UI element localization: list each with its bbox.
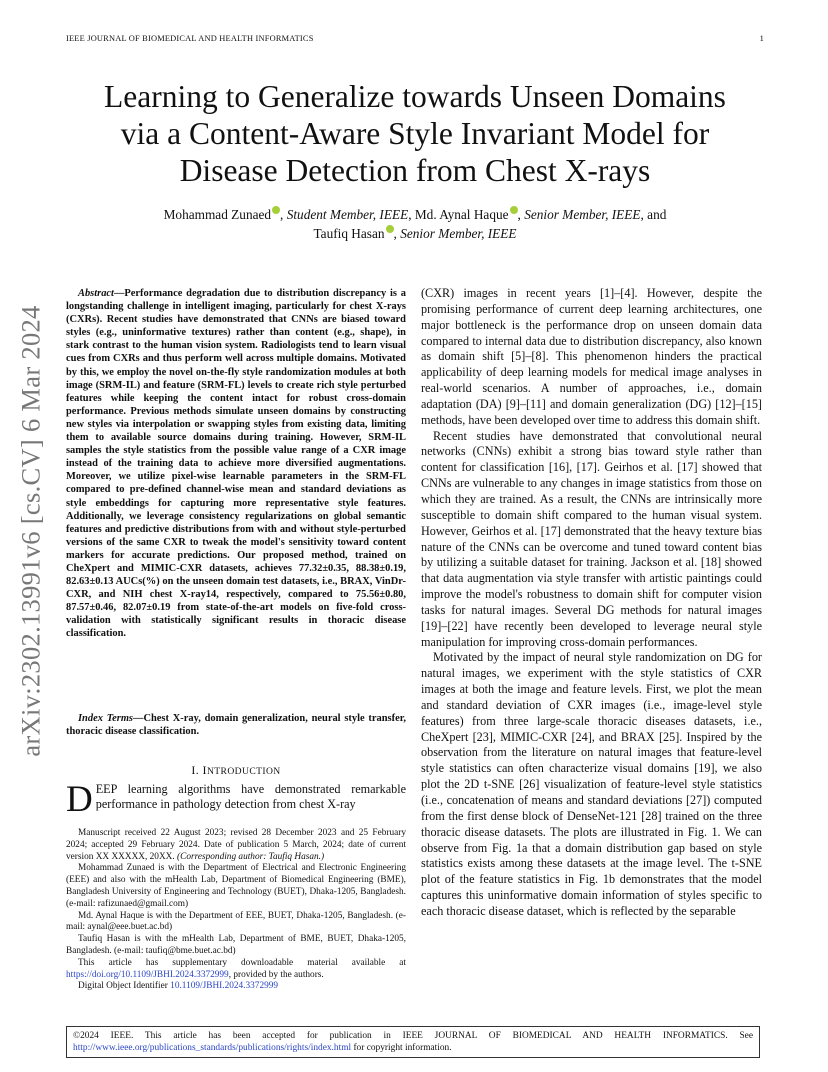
author-separator: ,	[517, 207, 525, 222]
author-role: Senior Member, IEEE	[400, 226, 517, 241]
running-header	[66, 34, 764, 48]
body-paragraph: Recent studies have demonstrated that convolutional neural networks (CNNs) exhibit a strong bias toward style rather than content for classification [16], [17]. Geirhos et al. [17] showed that CNNs are vulnerable to any changes in image statistics from those on which they are trained. As a result, the CNNs are intrinsically more susceptible to domain shift compared to the human visual system. However, Geirhos et al. [17] demonstrated that the heavy texture bias nature of the CNNs can be overcome and tuned toward content bias by utilizing a suitable dataset for training. Jackson et al. [18] showed that data augmentation via style transfer with artistic paintings could improve the model's robustness to domain shift for computer vision tasks for natural images. Several DG methods for natural images [19]–[22] have recently been developed to leverage neural style manipulation for improving cross-domain performances.	[421, 428, 762, 649]
author-separator: , and	[640, 207, 667, 222]
abstract-text: —Performance degradation due to distribution discrepancy is a longstanding challenge in intelligent imaging, particularly for chest X-rays (CXRs). Recent studies have demonstrated that CNNs are biased toward styles (e.g., uninformative textures) rather than content (e.g., shape), in stark contrast to the human vision system. Radiologists tend to learn visual cues from CXRs and thus perform well across multiple domains. Motivated by this, we employ the novel on-the-fly style randomization modules at both image (SRM-IL) and feature (SRM-FL) levels to create rich style perturbed features while keeping the content intact for robust cross-domain performance. Previous methods simulate unseen domains by constructing new styles via interpolation or swapping styles from existing data, limiting them to available source domains during training. However, SRM-IL samples the style statistics from the possible value range of a CXR image instead of the training data to achieve more diversified augmentations. Moreover, we utilize pixel-wise learnable parameters in the SRM-FL compared to pre-defined channel-wise mean and standard deviations as style embeddings for capturing more representative style features. Additionally, we leverage consistency regularizations on global semantic features and predictive distributions from with and without style-perturbed versions of the same CXR to tweak the model's sensitivity toward content markers for accurate predictions. Our proposed method, trained on CheXpert and MIMIC-CXR datasets, achieves 77.32±0.35, 88.38±0.19, 82.63±0.13 AUCs(%) on the unseen domain test datasets, i.e., BRAX, VinDr-CXR, and NIH chest X-ray14, respectively, compared to 75.56±0.80, 87.57±0.46, 82.07±0.19 from state-of-the-art models on five-fold cross-validation with statistically significant results in thoracic disease classification.	[66, 288, 406, 640]
footnote	[66, 981, 406, 993]
footnote-text: Manuscript received 22 August 2023; revised 28 December 2023 and 25 February 2024; accepted 29 February 2024. Date of publication 5 March, 2024; date of current version XX XXXXX, 20XX.	[66, 828, 406, 862]
body-paragraph: Motivated by the impact of neural style randomization on DG for natural images, we experiment with the style statistics of CXR images at both the image and feature levels. First, we plot the mean and standard deviation of CXR images (i.e., image-level style features) from three large-scale thoracic diseases datasets, i.e., CheXpert [23], MIMIC-CXR [24], and BRAX [25]. Inspired by the observation from the literature on natural images that feature-level style statistics can often characterize visual domains [19], we also plot the 2D t-SNE [26] visualization of feature-level style statistics (i.e., concatenation of means and standard deviations [27]) computed from the first dense block of DenseNet-121 [28] trained on the three thoracic disease datasets. The plots are illustrated in Fig. 1. We can observe from Fig. 1a that a domain distribution gap based on style statistics exists among these datasets at the image level. The t-SNE plot of the feature statistics in Fig. 1b demonstrates that the model captures this uninformative domain information of styles specific to each thoracic disease dataset, which is reflected by the separable	[421, 650, 762, 918]
arxiv-identifier: arXiv:2302.13991v6 [cs.CV] 6 Mar 2024	[15, 304, 46, 757]
doi-link[interactable]: 10.1109/JBHI.2024.3372999	[170, 981, 279, 992]
author-name: Mohammad Zunaed	[163, 207, 272, 222]
footnote	[66, 828, 406, 863]
title-line-2: via a Content-Aware Style Invariant Model for	[120, 116, 710, 151]
copyright-link[interactable]: http://www.ieee.org/publications_standards/publications/rights/index.html	[73, 1043, 352, 1053]
footnote-text: This article has supplementary downloadable material available at	[78, 957, 406, 968]
orcid-icon[interactable]	[510, 206, 518, 214]
section-title: NTRODUCTION	[206, 766, 281, 777]
copyright-notice	[66, 1026, 760, 1058]
footnote: Mohammad Zunaed is with the Department of Electrical and Electronic Engineering (EEE) and also with the mHealth Lab, Department of Biomedical Engineering (BME), Bangladesh University of Engineering and Technology (BUET), Dhaka-1205, Bangladesh. (e-mail: rafizunaed@gmail.com)	[66, 863, 406, 909]
index-terms	[66, 712, 406, 738]
index-terms-text: —Chest X-ray, domain generalization, neural style transfer, thoracic disease classification.	[66, 713, 406, 738]
orcid-icon[interactable]	[272, 206, 280, 214]
title-line-3: Disease Detection from Chest X-rays	[179, 153, 651, 188]
footnote	[66, 958, 406, 982]
author-role: Student Member, IEEE	[286, 207, 409, 222]
copyright-text: for copyright information.	[351, 1043, 452, 1053]
author-separator: ,	[408, 207, 415, 222]
section-heading	[66, 763, 406, 778]
drop-cap: D	[66, 779, 93, 820]
footnote-corresponding: (Corresponding author: Taufiq Hasan.)	[177, 851, 325, 862]
page-number: 1	[759, 34, 764, 43]
author-list	[70, 205, 760, 243]
paper-title	[70, 78, 760, 189]
copyright-text: ©2024 IEEE. This article has been accepted for publication in IEEE JOURNAL OF BIOMEDICAL AND HEALTH INFORMATICS. See	[73, 1031, 753, 1041]
right-column-text	[421, 286, 762, 920]
intro-paragraph	[66, 779, 406, 820]
author-separator: ,	[280, 207, 287, 222]
title-line-1: Learning to Generalize towards Unseen Domains	[104, 79, 726, 114]
author-separator: ,	[393, 226, 397, 241]
orcid-icon[interactable]	[386, 225, 394, 233]
index-terms-label: Index Terms	[78, 713, 133, 724]
footnotes	[66, 828, 406, 993]
section-initial: I	[202, 763, 207, 777]
author-name: Taufiq Hasan	[313, 226, 385, 241]
arxiv-stamp	[14, 288, 48, 773]
footnote-text: Digital Object Identifier	[78, 981, 171, 992]
footnote-text: , provided by the authors.	[228, 969, 324, 980]
abstract	[66, 287, 406, 641]
body-paragraph: (CXR) images in recent years [1]–[4]. However, despite the promising performance of current deep learning architectures, one major bottleneck is the performance drop on unseen domain data compared to internal data due to distribution discrepancy, also known as domain shift [5]–[8]. This phenomenon hinders the practical applicability of deep learning models for medical image analyses in real-world scenarios. A number of approaches, i.e., domain adaptation (DA) [9]–[11] and domain generalization (DG) [12]–[15] methods, have been developed over time to address this domain shift.	[421, 286, 762, 427]
author-name: Md. Aynal Haque	[414, 207, 509, 222]
intro-text: EEP learning algorithms have demonstrated remarkable performance in pathology detection from chest X-ray	[95, 782, 406, 812]
footnote: Md. Aynal Haque is with the Department of EEE, BUET, Dhaka-1205, Bangladesh. (e-mail: aynal@eee.buet.ac.bd)	[66, 910, 406, 933]
footnote: Taufiq Hasan is with the mHealth Lab, Department of BME, BUET, Dhaka-1205, Bangladesh. (e-mail: taufiq@bme.buet.ac.bd)	[66, 934, 406, 956]
abstract-label: Abstract	[78, 288, 114, 299]
supplementary-link[interactable]: https://doi.org/10.1109/JBHI.2024.3372999	[66, 969, 229, 980]
author-role: Senior Member, IEEE	[524, 207, 641, 222]
section-numeral: I.	[191, 763, 203, 777]
journal-name: IEEE JOURNAL OF BIOMEDICAL AND HEALTH INFORMATICS	[66, 34, 314, 43]
